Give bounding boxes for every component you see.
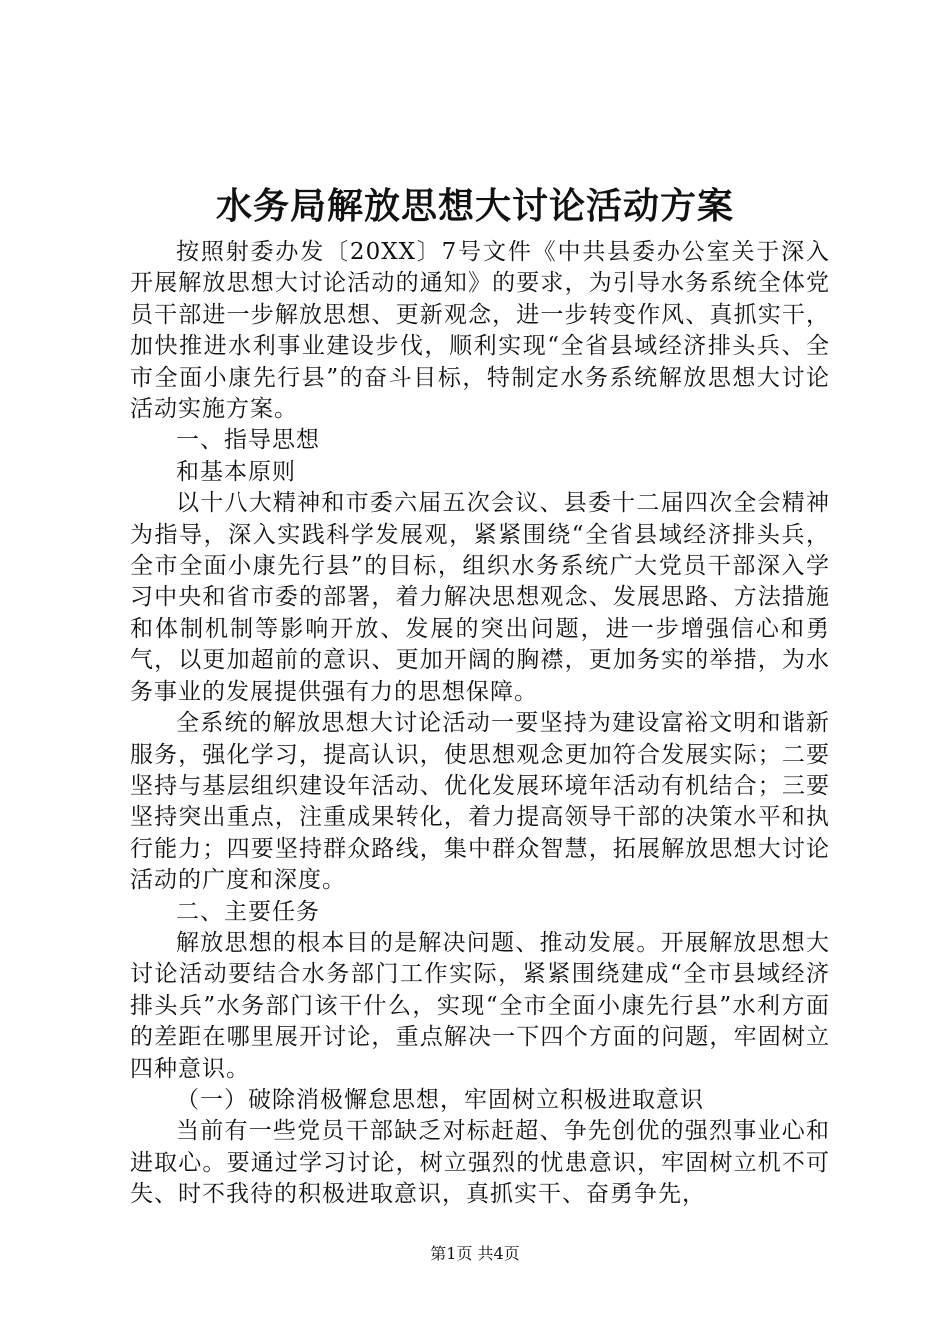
paragraph-intro: 按照射委办发〔20XX〕7号文件《中共县委办公室关于深入开展解放思想大讨论活动的通知》的要求，为引导水务系统全体党员干部进一步解放思想、更新观念，进一步转变作风、真抓实干，加快推进水利事业建设步伐，顺利实现“全省县域经济排头兵、全市全面小康先行县”的奋斗目标，特制定水务系统解放思想大讨论活动实施方案。 [130,239,830,423]
subheading-task-1: （一）破除消极懈怠思想，牢固树立积极进取意识 [176,1086,704,1113]
paragraph-main-tasks: 解放思想的根本目的是解决问题、推动发展。开展解放思想大讨论活动要结合水务部门工作实际，紧紧围绕建成“全市县域经济排头兵”水务部门该干什么，实现“全市全面小康先行县”水利方面的差距在哪里展开讨论，重点解决一下四个方面的问题，牢固树立四种意识。 [130,929,830,1082]
document-title: 水务局解放思想大讨论活动方案 [215,186,734,227]
heading-main-tasks: 二、主要任务 [176,898,320,925]
heading-basic-principles: 和基本原则 [176,458,296,485]
paragraph-principles: 全系统的解放思想大讨论活动一要坚持为建设富裕文明和谐新服务，强化学习，提高认识，使思想观念更加符合发展实际；二要坚持与基层组织建设年活动、优化发展环境年活动有机结合；三要坚持突出重点，注重成果转化，着力提高领导干部的决策水平和执行能力；四要坚持群众路线，集中群众智慧，拓展解放思想大讨论活动的广度和深度。 [130,710,830,894]
heading-guiding-thought: 一、指导思想 [176,427,320,454]
document-body [130,237,830,1211]
page-footer: 第1页 共4页 [430,1244,520,1263]
paragraph-task-1: 当前有一些党员干部缺乏对标赶超、争先创优的强烈事业心和进取心。要通过学习讨论，树立强烈的忧患意识，牢固树立机不可失、时不我待的积极进取意识，真抓实干、奋勇争先， [130,1118,830,1208]
paragraph-guiding-thought: 以十八大精神和市委六届五次会议、县委十二届四次全会精神为指导，深入实践科学发展观，紧紧围绕“全省县域经济排头兵，全市全面小康先行县”的目标，组织水务系统广大党员干部深入学习中央和省市委的部署，着力解决思想观念、发展思路、方法措施和体制机制等影响开放、发展的突出问题，进一步增强信心和勇气，以更加超前的意识、更加开阔的胸襟，更加务实的举措，为水务事业的发展提供强有力的思想保障。 [130,490,830,705]
